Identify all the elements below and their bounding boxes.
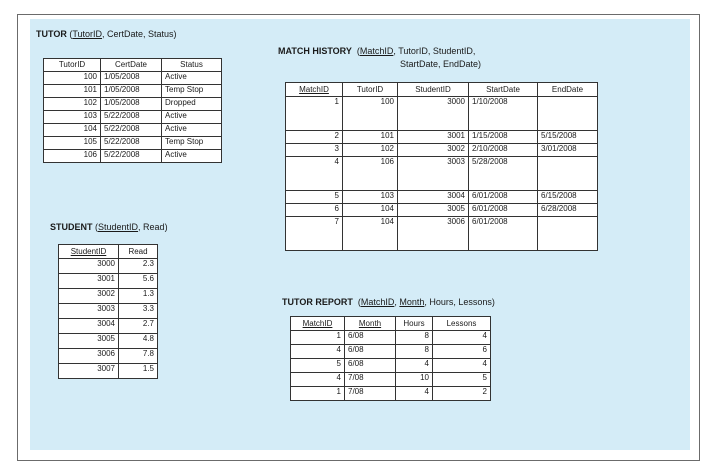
student-row-cell: 3006 — [59, 349, 119, 364]
tutor-row-cell: Active — [162, 72, 222, 85]
tutor-report-row-cell: 4 — [291, 345, 345, 359]
match-history-table — [285, 82, 598, 251]
student-row-cell: 3007 — [59, 364, 119, 379]
tutor-table — [43, 58, 222, 163]
tutor-report-row — [291, 387, 491, 401]
tutor-row — [44, 111, 222, 124]
tutor-report-row-cell: 6/08 — [345, 331, 396, 345]
student-row-cell: 2.3 — [119, 259, 158, 274]
match-history-row-cell: 102 — [343, 144, 398, 157]
student-col-read: Read — [119, 245, 158, 259]
tutor-row-cell: 106 — [44, 150, 101, 163]
tutor-report-title: TUTOR REPORT — [282, 297, 353, 307]
student-table — [58, 244, 158, 379]
match-history-row-cell: 3002 — [398, 144, 469, 157]
tutor-row — [44, 98, 222, 111]
tutor-row-cell: 102 — [44, 98, 101, 111]
match-history-row — [286, 144, 598, 157]
student-row — [59, 274, 158, 289]
match-history-row-cell: 3/01/2008 — [538, 144, 598, 157]
student-col-studentid-label: StudentID — [70, 246, 107, 256]
student-row-cell: 3.3 — [119, 304, 158, 319]
student-row-cell: 3000 — [59, 259, 119, 274]
match-history-row-cell: 7 — [286, 217, 343, 251]
report-col-matchid — [291, 317, 345, 331]
tutor-row-cell: Active — [162, 150, 222, 163]
tutor-heading — [36, 28, 177, 40]
match-history-title: MATCH HISTORY — [278, 46, 352, 56]
tutor-row-cell: 104 — [44, 124, 101, 137]
tutor-report-row-cell: 4 — [433, 331, 491, 345]
match-history-heading-line2: StartDate, EndDate) — [400, 59, 482, 69]
student-row-cell: 3005 — [59, 334, 119, 349]
match-history-row-cell: 2 — [286, 131, 343, 144]
student-row — [59, 349, 158, 364]
student-pk: StudentID — [98, 222, 139, 232]
match-history-sig-open: ( — [356, 46, 360, 56]
tutor-sig-rest: , CertDate, Status) — [102, 29, 177, 39]
student-row — [59, 319, 158, 334]
student-sig-rest: , Read) — [138, 222, 168, 232]
tutor-report-heading — [282, 296, 495, 308]
match-history-sig-rest: , TutorID, StudentID, — [393, 46, 476, 56]
tutor-report-row-cell: 4 — [291, 373, 345, 387]
match-history-row — [286, 204, 598, 217]
tutor-report-row — [291, 373, 491, 387]
match-history-row-cell: 4 — [286, 157, 343, 191]
match-history-row — [286, 191, 598, 204]
tutor-report-row-cell: 8 — [396, 331, 433, 345]
student-row — [59, 259, 158, 274]
tutor-report-row-cell: 8 — [396, 345, 433, 359]
tutor-report-sig-open: ( — [357, 297, 361, 307]
match-col-tutorid: TutorID — [343, 83, 398, 97]
match-col-matchid-label: MatchID — [299, 84, 329, 94]
match-history-row-cell: 5/15/2008 — [538, 131, 598, 144]
tutor-report-table — [290, 316, 491, 401]
tutor-row-cell: Active — [162, 124, 222, 137]
tutor-report-row-cell: 10 — [396, 373, 433, 387]
match-history-row — [286, 131, 598, 144]
report-col-hours: Hours — [396, 317, 433, 331]
tutor-row-cell: Temp Stop — [162, 137, 222, 150]
match-history-row-cell: 104 — [343, 217, 398, 251]
tutor-report-row-cell: 7/08 — [345, 373, 396, 387]
match-col-enddate: EndDate — [538, 83, 598, 97]
match-history-row-cell: 6/28/2008 — [538, 204, 598, 217]
tutor-col-status: Status — [162, 59, 222, 72]
tutor-report-pk1: MatchID — [360, 297, 395, 307]
match-history-row-cell: 1 — [286, 97, 343, 131]
report-col-month-label: Month — [358, 318, 382, 328]
match-history-row-cell — [538, 157, 598, 191]
match-history-row-cell: 103 — [343, 191, 398, 204]
tutor-row-cell: 5/22/2008 — [101, 150, 162, 163]
match-history-row-cell: 104 — [343, 204, 398, 217]
match-history-row-cell: 6 — [286, 204, 343, 217]
tutor-report-row-cell: 5 — [291, 359, 345, 373]
student-row-cell: 3001 — [59, 274, 119, 289]
tutor-title: TUTOR — [36, 29, 67, 39]
match-history-row-cell: 6/01/2008 — [469, 191, 538, 204]
tutor-row-cell: 1/05/2008 — [101, 72, 162, 85]
tutor-report-row-cell: 4 — [433, 359, 491, 373]
tutor-row-cell: 1/05/2008 — [101, 85, 162, 98]
match-history-row-cell — [538, 97, 598, 131]
match-history-row-cell: 3005 — [398, 204, 469, 217]
match-history-row-cell: 1/15/2008 — [469, 131, 538, 144]
match-history-row-cell: 101 — [343, 131, 398, 144]
tutor-report-sig-sep: , — [394, 297, 400, 307]
tutor-report-row-cell: 1 — [291, 387, 345, 401]
tutor-report-row-cell: 4 — [396, 359, 433, 373]
student-row — [59, 334, 158, 349]
student-col-studentid — [59, 245, 119, 259]
student-row-cell: 1.3 — [119, 289, 158, 304]
report-col-matchid-label: MatchID — [302, 318, 333, 328]
match-history-row-cell: 5 — [286, 191, 343, 204]
tutor-report-row-cell: 4 — [396, 387, 433, 401]
tutor-report-row — [291, 345, 491, 359]
tutor-report-row-cell: 6/08 — [345, 345, 396, 359]
report-col-month — [345, 317, 396, 331]
tutor-report-row-cell: 5 — [433, 373, 491, 387]
match-history-row-cell: 3003 — [398, 157, 469, 191]
tutor-row-cell: 5/22/2008 — [101, 111, 162, 124]
student-row-cell: 3004 — [59, 319, 119, 334]
match-history-row-cell: 2/10/2008 — [469, 144, 538, 157]
match-history-row-cell: 3006 — [398, 217, 469, 251]
student-row — [59, 304, 158, 319]
tutor-report-row-cell: 2 — [433, 387, 491, 401]
tutor-row-cell: 1/05/2008 — [101, 98, 162, 111]
match-history-row — [286, 217, 598, 251]
tutor-report-row-cell: 6 — [433, 345, 491, 359]
match-col-startdate: StartDate — [469, 83, 538, 97]
tutor-report-pk2: Month — [399, 297, 425, 307]
tutor-col-tutorid: TutorID — [44, 59, 101, 72]
tutor-row — [44, 72, 222, 85]
student-row-cell: 2.7 — [119, 319, 158, 334]
student-title: STUDENT — [50, 222, 93, 232]
report-col-lessons: Lessons — [433, 317, 491, 331]
student-row-cell: 3002 — [59, 289, 119, 304]
match-history-row-cell: 3001 — [398, 131, 469, 144]
tutor-sig-open: ( — [69, 29, 73, 39]
student-row-cell: 4.8 — [119, 334, 158, 349]
student-row-cell: 1.5 — [119, 364, 158, 379]
match-history-row-cell: 6/15/2008 — [538, 191, 598, 204]
tutor-row — [44, 150, 222, 163]
tutor-row-cell: 5/22/2008 — [101, 124, 162, 137]
student-row-cell: 5.6 — [119, 274, 158, 289]
student-row-cell: 7.8 — [119, 349, 158, 364]
tutor-report-row — [291, 331, 491, 345]
tutor-report-sig-rest: , Hours, Lessons) — [424, 297, 495, 307]
tutor-row — [44, 137, 222, 150]
match-col-studentid: StudentID — [398, 83, 469, 97]
tutor-pk: TutorID — [72, 29, 103, 39]
match-history-row-cell: 3004 — [398, 191, 469, 204]
tutor-row-cell: 100 — [44, 72, 101, 85]
match-history-row-cell — [538, 217, 598, 251]
tutor-row-cell: 5/22/2008 — [101, 137, 162, 150]
match-history-row — [286, 97, 598, 131]
tutor-row — [44, 85, 222, 98]
tutor-row-cell: 101 — [44, 85, 101, 98]
match-history-row-cell: 5/28/2008 — [469, 157, 538, 191]
tutor-row-cell: Active — [162, 111, 222, 124]
match-history-row-cell: 100 — [343, 97, 398, 131]
tutor-row — [44, 124, 222, 137]
student-row — [59, 289, 158, 304]
match-history-pk: MatchID — [359, 46, 394, 56]
match-history-row-cell: 3 — [286, 144, 343, 157]
tutor-report-row — [291, 359, 491, 373]
tutor-row-cell: Dropped — [162, 98, 222, 111]
student-heading — [50, 221, 168, 233]
student-row-cell: 3003 — [59, 304, 119, 319]
match-history-row-cell: 3000 — [398, 97, 469, 131]
tutor-col-certdate: CertDate — [101, 59, 162, 72]
student-row — [59, 364, 158, 379]
match-history-row-cell: 6/01/2008 — [469, 217, 538, 251]
match-history-row-cell: 6/01/2008 — [469, 204, 538, 217]
tutor-report-row-cell: 7/08 — [345, 387, 396, 401]
match-col-matchid — [286, 83, 343, 97]
match-history-row-cell: 1/10/2008 — [469, 97, 538, 131]
tutor-report-row-cell: 1 — [291, 331, 345, 345]
student-sig-open: ( — [95, 222, 99, 232]
match-history-row — [286, 157, 598, 191]
tutor-row-cell: 103 — [44, 111, 101, 124]
tutor-row-cell: 105 — [44, 137, 101, 150]
match-history-heading — [278, 45, 475, 57]
tutor-row-cell: Temp Stop — [162, 85, 222, 98]
match-history-row-cell: 106 — [343, 157, 398, 191]
tutor-report-row-cell: 6/08 — [345, 359, 396, 373]
